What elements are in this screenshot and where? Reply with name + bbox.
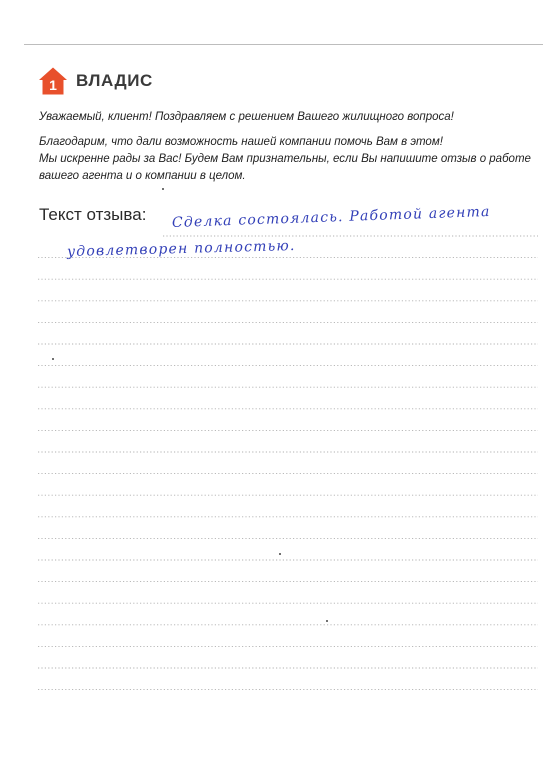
logo-badge: 1 <box>49 77 57 93</box>
brand-name: ВЛАДИС <box>76 71 153 90</box>
handwritten-review-line: удовлетворен полностью. <box>66 238 296 260</box>
paper-speck <box>326 620 328 622</box>
greeting-text: Уважаемый, клиент! Поздравляем с решением Вашего жилищного вопроса! <box>39 111 454 123</box>
thanks-line: вашего агента и о компании в целом. <box>39 170 246 182</box>
paper-speck <box>162 188 164 190</box>
review-heading: Текст отзыва: <box>39 205 147 224</box>
paper-speck <box>52 358 54 360</box>
ruled-writing-lines <box>38 0 538 768</box>
handwritten-review-line: Сделка состоялась. Работой агента <box>171 203 491 231</box>
thanks-line: Благодарим, что дали возможность нашей компании помочь Вам в этом! <box>39 136 443 148</box>
thanks-line: Мы искренне рады за Вас! Будем Вам признательны, если Вы напишите отзыв о работе <box>39 153 531 165</box>
paper-speck <box>279 553 281 555</box>
